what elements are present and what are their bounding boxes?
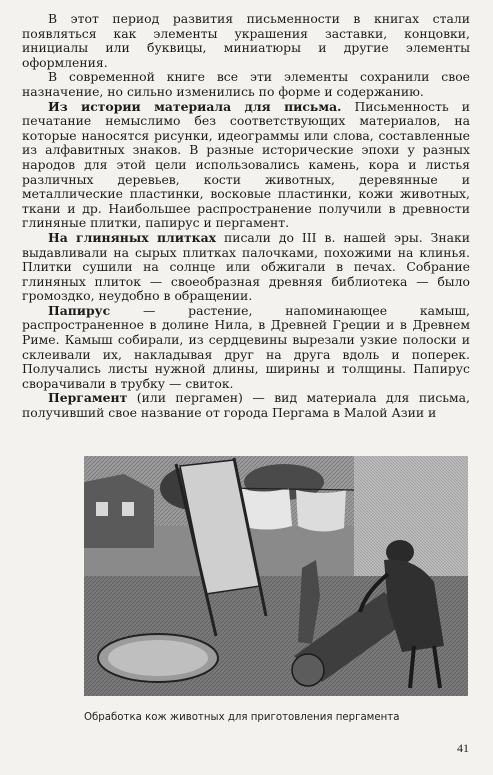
figure-illustration — [84, 456, 468, 696]
paragraph — [22, 231, 470, 304]
page-text — [22, 12, 470, 421]
paragraph-text: (или пергамен) — вид материала для письма, получивший свое название от города Пергама в Малой Азии и — [22, 390, 470, 421]
paragraph-text: Письменность и печатание немыслимо без соответствующих материалов, на которые наносятся рисунки, идеограммы или слова, составленные из алфавитных знаков. В разные исторические эпохи у разных народов для этой цели использовались камень, кора и листья различных деревьев, кости животных, деревянные и металлические пластинки, восковые пластинки, кожи животных, ткани и др. Наибольшее распространение получили в древности глиняные плитки, папирус и пергамент. — [22, 98, 470, 231]
page-number: 41 — [457, 741, 469, 755]
paragraph-text: — растение, напоминающее камыш, распространенное в долине Нила, в Древней Греции и в Древнем Риме. Камыш собирали, из сердцевины вырезали узкие полоски и склеивали их, накладывая друг на друга вдоль и поперек. Получались листы нужной длины, ширины и толщины. Папирус сворачивали в трубку — свиток. — [22, 302, 470, 391]
paragraph-lead: На глиняных плитках — [48, 229, 217, 245]
paragraph-lead: Из истории материала для письма. — [48, 98, 342, 114]
paragraph — [22, 391, 470, 420]
paragraph — [22, 12, 470, 70]
paragraph-text: В современной книге все эти элементы сохранили свое назначение, но сильно изменились по форме и содержанию. — [22, 69, 470, 99]
paragraph-lead: Папирус — [48, 302, 111, 318]
paragraph-lead: Пергамент — [48, 390, 128, 406]
paragraph — [22, 304, 470, 392]
paragraph-text: писали до III в. нашей эры. Знаки выдавливали на сырых плитках палочками, похожими на клинья. Плитки сушили на солнце или обжигали в печах. Собрание глиняных плиток — своеобразная древняя библиотека — было громоздко, неудобно в обращении. — [22, 229, 470, 304]
paragraph-text: В этот период развития письменности в книгах стали появляться как элементы украшения заставки, концовки, инициалы или буквицы, миниатюры и другие элементы оформления. — [22, 11, 470, 70]
engraving-illustration — [84, 456, 468, 696]
paragraph — [22, 70, 470, 99]
paragraph — [22, 100, 470, 231]
figure-caption: Обработка кож животных для приготовления пергамента — [84, 712, 400, 723]
